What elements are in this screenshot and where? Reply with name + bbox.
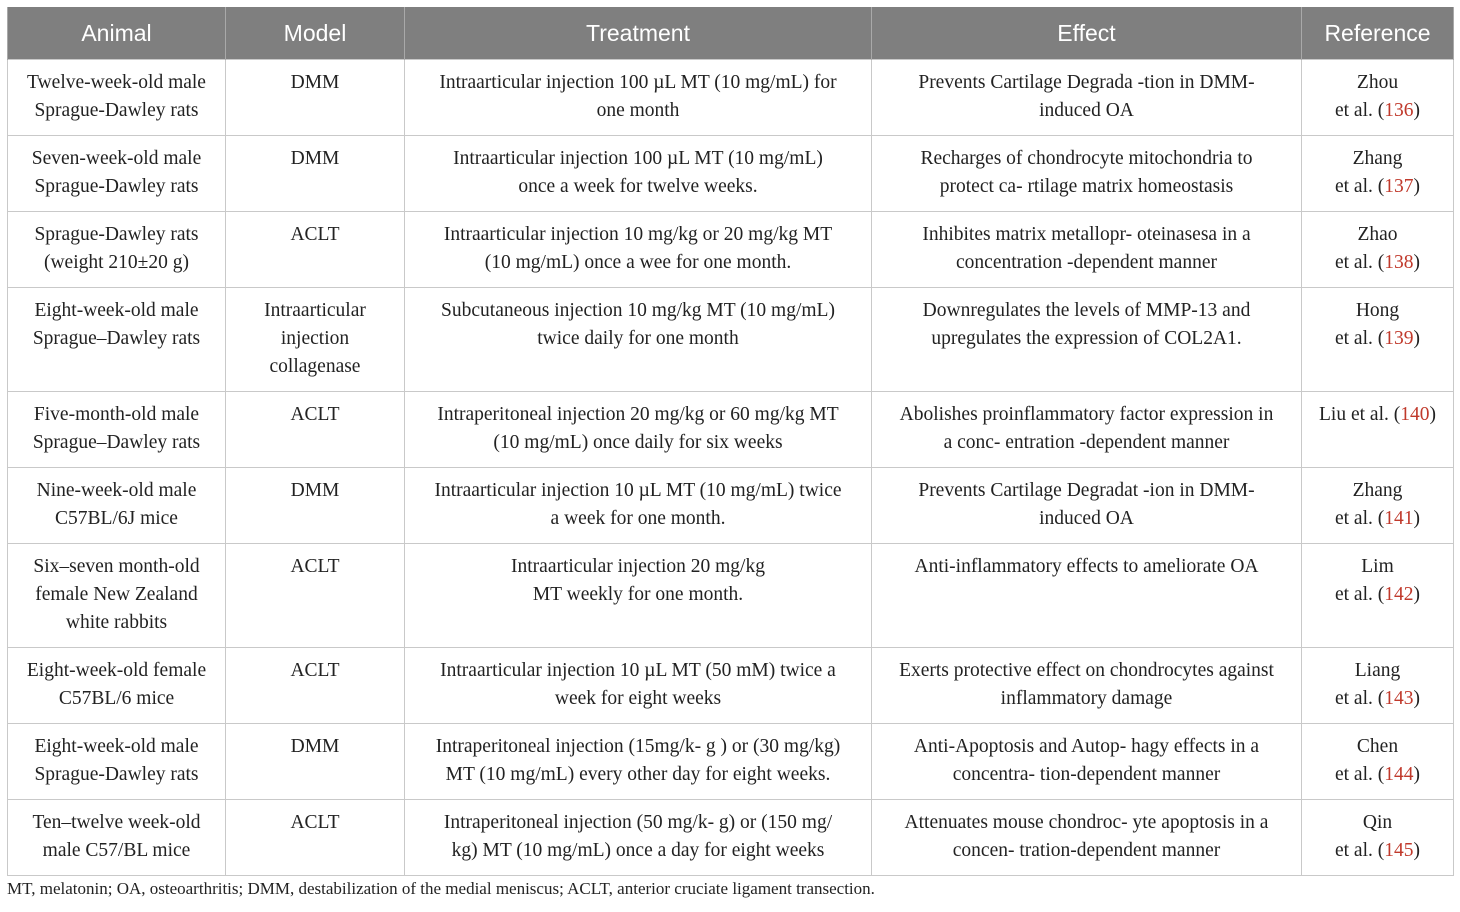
- animal-line: C57BL/6J mice: [55, 508, 178, 529]
- cell-model: [226, 60, 405, 136]
- animal-line: C57BL/6 mice: [58, 688, 175, 709]
- model-line: ACLT: [290, 556, 340, 577]
- model-line: DMM: [290, 480, 340, 501]
- animal-line: Twelve-week-old male: [27, 72, 206, 93]
- effect-line: Recharges of chondrocyte mitochondria to: [920, 148, 1253, 169]
- cell-treatment: [405, 648, 872, 724]
- reference-line: [1306, 553, 1449, 581]
- reference-close-paren: ): [1413, 100, 1420, 121]
- header-row: [8, 7, 1454, 60]
- reference-link[interactable]: 137: [1384, 176, 1414, 197]
- cell-model: [226, 468, 405, 544]
- treatment-line: Intraarticular injection 10 mg/kg or 20 mg/kg MT: [443, 224, 833, 245]
- model-line: ACLT: [290, 812, 340, 833]
- cell-reference: [1302, 288, 1454, 392]
- cell-animal: [8, 288, 226, 392]
- reference-link[interactable]: 136: [1384, 100, 1414, 121]
- cell-animal: [8, 648, 226, 724]
- header-treatment: Treatment: [405, 7, 872, 60]
- reference-close-paren: ): [1413, 840, 1420, 861]
- effect-line: Attenuates mouse chondroc- yte apoptosis in a: [904, 812, 1269, 833]
- cell-reference: [1302, 544, 1454, 648]
- animal-line: Eight-week-old female: [26, 660, 207, 681]
- cell-reference: [1302, 136, 1454, 212]
- treatment-line: MT (10 mg/mL) every other day for eight weeks.: [445, 764, 831, 785]
- reference-text: Liang: [1354, 660, 1401, 681]
- table-row: [8, 212, 1454, 288]
- reference-line: [1306, 325, 1449, 353]
- header-effect: Effect: [872, 7, 1302, 60]
- reference-close-paren: ): [1413, 584, 1420, 605]
- header-reference: Reference: [1302, 7, 1454, 60]
- reference-close-paren: ): [1413, 252, 1420, 273]
- effect-line: protect ca- rtilage matrix homeostasis: [939, 176, 1234, 197]
- table-body: [8, 60, 1454, 876]
- reference-line: [1306, 685, 1449, 713]
- effect-line: concen- tration-dependent manner: [952, 840, 1221, 861]
- reference-line: [1306, 657, 1449, 685]
- table-row: [8, 392, 1454, 468]
- animal-line: Sprague-Dawley rats: [34, 764, 199, 785]
- cell-reference: [1302, 724, 1454, 800]
- reference-line: [1306, 297, 1449, 325]
- cell-reference: [1302, 392, 1454, 468]
- reference-line: [1306, 837, 1449, 865]
- animal-line: Five-month-old male: [33, 404, 200, 425]
- reference-text: et al. (: [1334, 328, 1385, 349]
- reference-close-paren: ): [1413, 176, 1420, 197]
- cell-effect: [872, 648, 1302, 724]
- treatment-line: Intraarticular injection 100 µL MT (10 mg/mL): [453, 148, 823, 169]
- model-line: injection: [280, 328, 350, 349]
- cell-animal: [8, 212, 226, 288]
- reference-link[interactable]: 143: [1384, 688, 1414, 709]
- cell-animal: [8, 60, 226, 136]
- reference-line: [1306, 145, 1449, 173]
- effect-line: Exerts protective effect on chondrocytes against: [899, 660, 1274, 681]
- table-row: [8, 544, 1454, 648]
- cell-effect: [872, 468, 1302, 544]
- cell-model: [226, 392, 405, 468]
- cell-effect: [872, 212, 1302, 288]
- model-line: ACLT: [290, 224, 340, 245]
- cell-effect: [872, 288, 1302, 392]
- treatment-line: kg) MT (10 mg/mL) once a day for eight weeks: [451, 840, 825, 861]
- model-line: ACLT: [290, 404, 340, 425]
- animal-line: female New Zealand: [35, 584, 198, 605]
- treatment-line: a week for one month.: [550, 508, 726, 529]
- header-animal: Animal: [8, 7, 226, 60]
- treatment-line: Intraarticular injection 10 µL MT (10 mg/mL) twice: [434, 480, 842, 501]
- reference-line: [1306, 221, 1449, 249]
- animal-line: Six–seven month-old: [33, 556, 200, 577]
- model-line: Intraarticular: [264, 300, 366, 321]
- effect-line: Prevents Cartilage Degrada -tion in DMM-: [918, 72, 1255, 93]
- cell-reference: [1302, 468, 1454, 544]
- cell-model: [226, 724, 405, 800]
- effect-line: Prevents Cartilage Degradat -ion in DMM-: [918, 480, 1255, 501]
- table-row: [8, 468, 1454, 544]
- effect-line: concentra- tion-dependent manner: [952, 764, 1221, 785]
- treatment-line: MT weekly for one month.: [532, 584, 744, 605]
- cell-model: [226, 288, 405, 392]
- reference-text: Liu et al. (: [1319, 404, 1401, 425]
- treatment-line: Subcutaneous injection 10 mg/kg MT (10 mg/mL): [441, 300, 835, 321]
- cell-animal: [8, 392, 226, 468]
- effect-line: concentration -dependent manner: [956, 252, 1217, 273]
- animal-line: (weight 210±20 g): [43, 252, 189, 273]
- reference-close-paren: ): [1429, 404, 1436, 425]
- model-line: DMM: [290, 72, 340, 93]
- reference-close-paren: ): [1413, 764, 1420, 785]
- cell-model: [226, 800, 405, 876]
- header-model: Model: [226, 7, 405, 60]
- reference-line: [1306, 401, 1449, 429]
- reference-text: et al. (: [1334, 764, 1385, 785]
- cell-reference: [1302, 60, 1454, 136]
- model-line: DMM: [290, 148, 340, 169]
- reference-line: [1306, 477, 1449, 505]
- reference-text: Zhou: [1356, 72, 1399, 93]
- cell-treatment: [405, 724, 872, 800]
- cell-animal: [8, 136, 226, 212]
- table-row: [8, 724, 1454, 800]
- animal-line: Sprague-Dawley rats: [34, 176, 199, 197]
- reference-text: et al. (: [1334, 688, 1385, 709]
- reference-text: Zhang: [1352, 148, 1403, 169]
- animal-line: male C57/BL mice: [42, 840, 191, 861]
- effect-line: induced OA: [1039, 508, 1134, 529]
- reference-close-paren: ): [1413, 328, 1420, 349]
- reference-close-paren: ): [1413, 508, 1420, 529]
- animal-line: Sprague-Dawley rats: [34, 100, 199, 121]
- treatment-line: Intraarticular injection 100 µL MT (10 mg/mL) for: [439, 72, 837, 93]
- cell-effect: [872, 60, 1302, 136]
- cell-model: [226, 212, 405, 288]
- animal-line: Nine-week-old male: [36, 480, 197, 501]
- treatment-line: Intraperitoneal injection (50 mg/k- g) or (150 mg/: [443, 812, 833, 833]
- effect-line: a conc- entration -dependent manner: [943, 432, 1230, 453]
- reference-line: [1306, 809, 1449, 837]
- reference-line: [1306, 97, 1449, 125]
- cell-treatment: [405, 60, 872, 136]
- table-container: [7, 7, 1453, 876]
- table-row: [8, 136, 1454, 212]
- reference-link[interactable]: 142: [1384, 584, 1414, 605]
- effect-line: induced OA: [1039, 100, 1134, 121]
- effect-line: Anti-inflammatory effects to ameliorate OA: [914, 556, 1259, 577]
- reference-text: et al. (: [1334, 840, 1385, 861]
- effect-line: upregulates the expression of COL2A1.: [931, 328, 1242, 349]
- animal-line: Eight-week-old male: [34, 736, 199, 757]
- reference-text: et al. (: [1334, 508, 1385, 529]
- reference-text: Hong: [1355, 300, 1400, 321]
- reference-text: Zhang: [1352, 480, 1403, 501]
- table-row: [8, 800, 1454, 876]
- treatment-line: week for eight weeks: [554, 688, 722, 709]
- cell-treatment: [405, 800, 872, 876]
- reference-line: [1306, 505, 1449, 533]
- table-footnote: MT, melatonin; OA, osteoarthritis; DMM, destabilization of the medial meniscus; ACLT, anterior cruciate ligament transection.: [7, 879, 875, 898]
- model-line: ACLT: [290, 660, 340, 681]
- cell-effect: [872, 800, 1302, 876]
- table-row: [8, 60, 1454, 136]
- reference-line: [1306, 173, 1449, 201]
- effect-line: Inhibites matrix metallopr- oteinasesa in a: [922, 224, 1251, 245]
- cell-effect: [872, 136, 1302, 212]
- cell-model: [226, 648, 405, 724]
- cell-effect: [872, 724, 1302, 800]
- reference-line: [1306, 761, 1449, 789]
- model-line: DMM: [290, 736, 340, 757]
- reference-text: Qin: [1362, 812, 1393, 833]
- cell-animal: [8, 800, 226, 876]
- cell-effect: [872, 392, 1302, 468]
- cell-treatment: [405, 288, 872, 392]
- reference-link[interactable]: 138: [1384, 252, 1414, 273]
- animal-line: Sprague–Dawley rats: [32, 432, 201, 453]
- cell-model: [226, 544, 405, 648]
- cell-treatment: [405, 136, 872, 212]
- treatment-line: Intraperitoneal injection 20 mg/kg or 60 mg/kg MT: [437, 404, 839, 425]
- data-table: [7, 7, 1454, 876]
- reference-line: [1306, 733, 1449, 761]
- reference-link[interactable]: 139: [1384, 328, 1414, 349]
- animal-line: Eight-week-old male: [34, 300, 199, 321]
- animal-line: Sprague-Dawley rats: [34, 224, 199, 245]
- cell-animal: [8, 724, 226, 800]
- reference-line: [1306, 249, 1449, 277]
- animal-line: Seven-week-old male: [31, 148, 202, 169]
- treatment-line: Intraperitoneal injection (15mg/k- g ) or (30 mg/kg): [435, 736, 841, 757]
- treatment-line: Intraarticular injection 20 mg/kg: [511, 556, 765, 577]
- cell-animal: [8, 468, 226, 544]
- cell-animal: [8, 544, 226, 648]
- effect-line: Anti-Apoptosis and Autop- hagy effects in a: [913, 736, 1260, 757]
- animal-line: Sprague–Dawley rats: [32, 328, 201, 349]
- treatment-line: one month: [596, 100, 680, 121]
- reference-text: et al. (: [1334, 584, 1385, 605]
- reference-link[interactable]: 145: [1384, 840, 1414, 861]
- effect-line: inflammatory damage: [1000, 688, 1173, 709]
- cell-reference: [1302, 648, 1454, 724]
- treatment-line: once a week for twelve weeks.: [518, 176, 758, 197]
- cell-treatment: [405, 468, 872, 544]
- reference-text: et al. (: [1334, 100, 1385, 121]
- reference-text: Lim: [1361, 556, 1394, 577]
- treatment-line: twice daily for one month: [537, 328, 739, 349]
- treatment-line: (10 mg/mL) once a wee for one month.: [484, 252, 792, 273]
- table-row: [8, 288, 1454, 392]
- reference-text: et al. (: [1334, 176, 1385, 197]
- reference-link[interactable]: 140: [1400, 404, 1430, 425]
- cell-treatment: [405, 212, 872, 288]
- reference-link[interactable]: 141: [1384, 508, 1414, 529]
- table-row: [8, 648, 1454, 724]
- effect-line: Abolishes proinflammatory factor expression in: [899, 404, 1274, 425]
- cell-reference: [1302, 800, 1454, 876]
- reference-close-paren: ): [1413, 688, 1420, 709]
- cell-treatment: [405, 392, 872, 468]
- cell-effect: [872, 544, 1302, 648]
- treatment-line: (10 mg/mL) once daily for six weeks: [493, 432, 783, 453]
- reference-text: Chen: [1356, 736, 1399, 757]
- effect-line: Downregulates the levels of MMP-13 and: [922, 300, 1251, 321]
- cell-reference: [1302, 212, 1454, 288]
- reference-line: [1306, 581, 1449, 609]
- model-line: collagenase: [269, 356, 361, 377]
- reference-link[interactable]: 144: [1384, 764, 1414, 785]
- reference-text: Zhao: [1357, 224, 1398, 245]
- animal-line: Ten–twelve week-old: [32, 812, 201, 833]
- reference-text: et al. (: [1334, 252, 1385, 273]
- cell-model: [226, 136, 405, 212]
- cell-treatment: [405, 544, 872, 648]
- animal-line: white rabbits: [65, 612, 168, 633]
- treatment-line: Intraarticular injection 10 µL MT (50 mM) twice a: [440, 660, 836, 681]
- reference-line: [1306, 69, 1449, 97]
